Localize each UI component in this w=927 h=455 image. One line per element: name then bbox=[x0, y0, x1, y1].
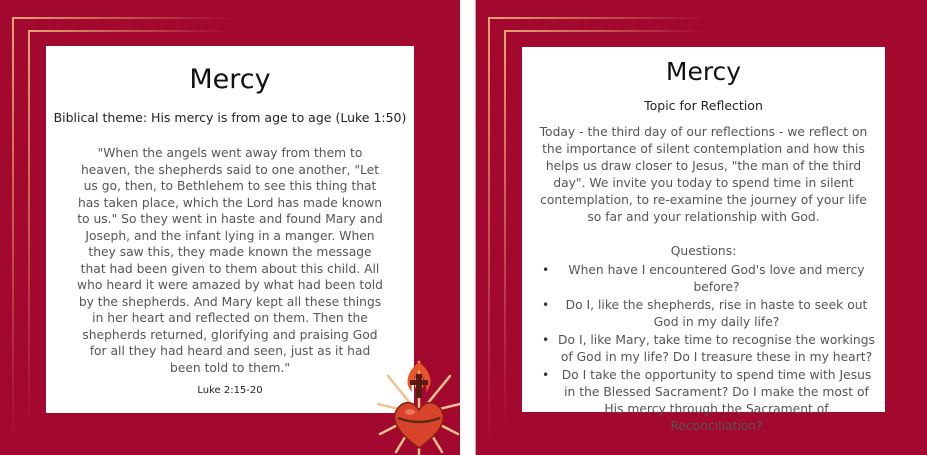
scripture-reference: Luke 2:15-20 bbox=[197, 385, 263, 396]
decorative-line bbox=[488, 17, 490, 447]
list-item: • Do I, like Mary, take time to recognise the workings of God in my life? Do I treasure these in my heart? bbox=[542, 332, 875, 366]
questions-list bbox=[542, 262, 875, 436]
reflection-card bbox=[522, 47, 885, 433]
card-title: Mercy bbox=[189, 64, 271, 95]
sacred-heart-icon bbox=[376, 352, 460, 455]
scripture-panel bbox=[0, 0, 460, 455]
decorative-line bbox=[488, 17, 708, 19]
reflection-subtitle: Topic for Reflection bbox=[644, 98, 763, 113]
biblical-theme: Biblical theme: His mercy is from age to age (Luke 1:50) bbox=[53, 110, 407, 125]
decorative-line bbox=[28, 30, 30, 430]
card-title: Mercy bbox=[665, 57, 742, 86]
decorative-line bbox=[504, 30, 704, 32]
decorative-line bbox=[12, 17, 232, 19]
scripture-card bbox=[46, 46, 414, 413]
reflection-text: Today - the third day of our reflections - we reflect on the importance of silent contemplation and how this helps us draw closer to Jesus, "the man of the third day". We invite you today to spend time in silent contemplation, to re-examine the journey of your life so far and your relationship with God. bbox=[539, 125, 868, 224]
list-item: • Do I, like the shepherds, rise in haste to seek out God in my daily life? bbox=[542, 297, 875, 331]
decorative-line bbox=[504, 30, 506, 430]
list-item: • Do I take the opportunity to spend time with Jesus in the Blessed Sacrament? Do I make the most of His mercy through the Sacrament of Reconciliation? bbox=[542, 367, 875, 435]
questions-heading: Questions: bbox=[670, 244, 737, 258]
list-item: • When have I encountered God's love and mercy before? bbox=[542, 262, 875, 296]
scripture-passage: "When the angels went away from them to heaven, the shepherds said to one another, "Let us go, then, to Bethlehem to see this thing that has taken place, which the Lord has made known to us." So they went in haste and found Mary and Joseph, and the infant lying in a manger. When they saw this, they made known the message that had been given to them about this child. All who heard it were amazed by what had been told by the shepherds. And Mary kept all these things in her heart and reflected on them. Then the shepherds returned, glorifying and praising God for all they had heard and seen, just as it had been told to them." bbox=[77, 146, 383, 375]
decorative-line bbox=[28, 30, 228, 32]
decorative-line bbox=[12, 17, 14, 447]
reflection-panel bbox=[476, 0, 927, 455]
